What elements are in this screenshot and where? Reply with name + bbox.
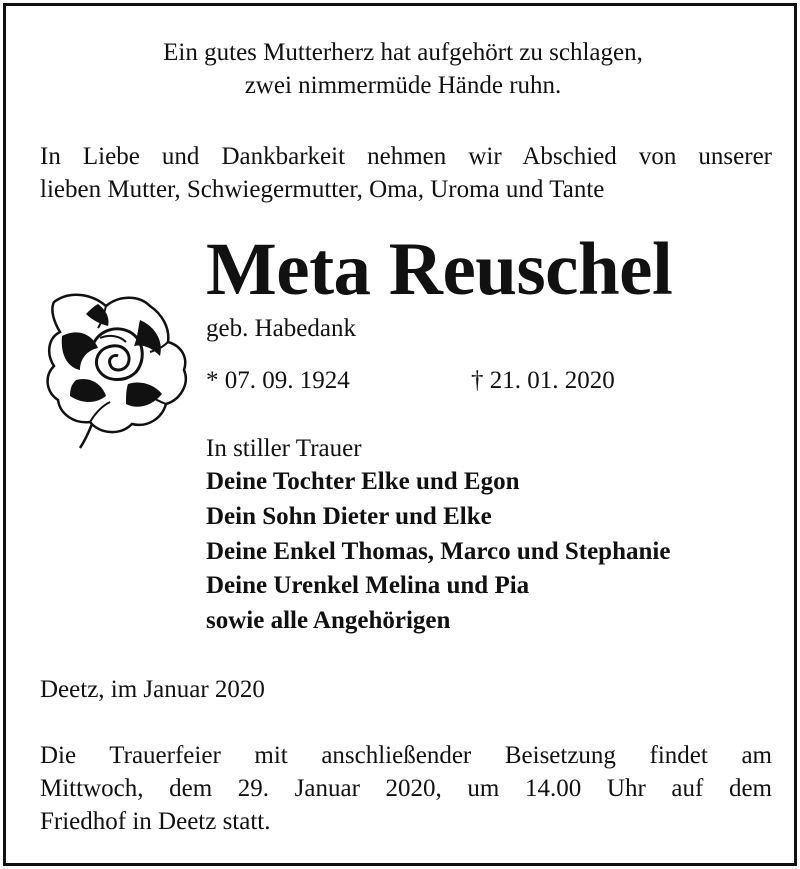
motto-line-2: zwei nimmermüde Hände ruhn. [244, 72, 562, 99]
maiden-name: geb. Habedank [206, 315, 356, 342]
place-date: Deetz, im Januar 2020 [40, 676, 265, 703]
intro-line-2: lieben Mutter, Schwiegermutter, Oma, Uroma und Tante [40, 176, 605, 203]
death-date: † 21. 01. 2020 [471, 367, 615, 394]
funeral-line-3: Friedhof in Deetz statt. [40, 808, 271, 835]
deceased-name: Meta Reuschel [206, 228, 673, 311]
funeral-line-1: Die Trauerfeier mit anschließender Beisetzung findet am [40, 742, 772, 769]
rose-icon [40, 284, 192, 450]
mourner-line: Dein Sohn Dieter und Elke [206, 503, 492, 530]
funeral-line-2: Mittwoch, dem 29. Januar 2020, um 14.00 Uhr auf dem [40, 775, 772, 802]
mourner-line: Deine Tochter Elke und Egon [206, 468, 520, 495]
mourners-heading: In stiller Trauer [206, 435, 362, 462]
intro-line-1: In Liebe und Dankbarkeit nehmen wir Abschied von unserer [40, 143, 772, 170]
motto-line-1: Ein gutes Mutterherz hat aufgehört zu schlagen, [163, 39, 643, 66]
mourner-line: sowie alle Angehörigen [206, 607, 451, 634]
obituary-border [3, 3, 797, 866]
mourner-line: Deine Enkel Thomas, Marco und Stephanie [206, 538, 671, 565]
birth-date: * 07. 09. 1924 [206, 367, 350, 394]
mourner-line: Deine Urenkel Melina und Pia [206, 572, 530, 599]
